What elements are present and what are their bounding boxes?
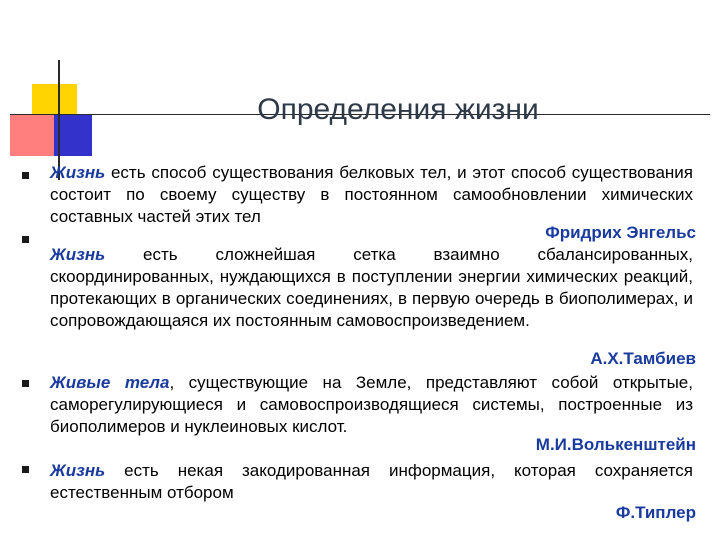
definition-body: есть некая закодированная информация, которая сохраняется естественным отбором [50, 461, 693, 502]
slide-title: Определения жизни [257, 93, 539, 126]
definition-text [50, 244, 693, 332]
definition-text [50, 162, 693, 228]
definition-keyword: Живые тела [50, 373, 170, 392]
definition-text [50, 372, 693, 438]
definition-body: , существующие на Земле, представляют собой открытые, саморегулирующиеся и самовоспроизводящиеся системы, построенные из биополимеров и нуклеиновых кислот. [50, 373, 693, 436]
bullet-marker [22, 380, 29, 387]
definition-author: М.И.Волькенштейн [535, 435, 696, 454]
definition-keyword: Жизнь [50, 461, 106, 480]
definition-keyword: Жизнь [50, 245, 106, 264]
definition-keyword: Жизнь [50, 163, 106, 182]
bullet-marker [22, 466, 29, 473]
definition-text [50, 460, 693, 504]
bullet-marker [22, 172, 29, 179]
definition-body: есть способ существования белковых тел, и этот способ существования состоит по своему существу в постоянном самообновлении химических составных частей этих тел [50, 163, 693, 226]
definition-author: Фридрих Энгельс [545, 223, 696, 242]
bullet-marker [22, 236, 29, 243]
definition-author: Ф.Типлер [615, 503, 696, 522]
definition-author: А.Х.Тамбиев [590, 349, 696, 368]
definition-body: есть сложнейшая сетка взаимно сбалансированных, скоординированных, нуждающихся в поступлении энергии химических реакций, протекающих в органических соединениях, в первую очередь в биополимерах, и сопровождающаяся их постоянным самовоспроизведением. [50, 245, 693, 330]
